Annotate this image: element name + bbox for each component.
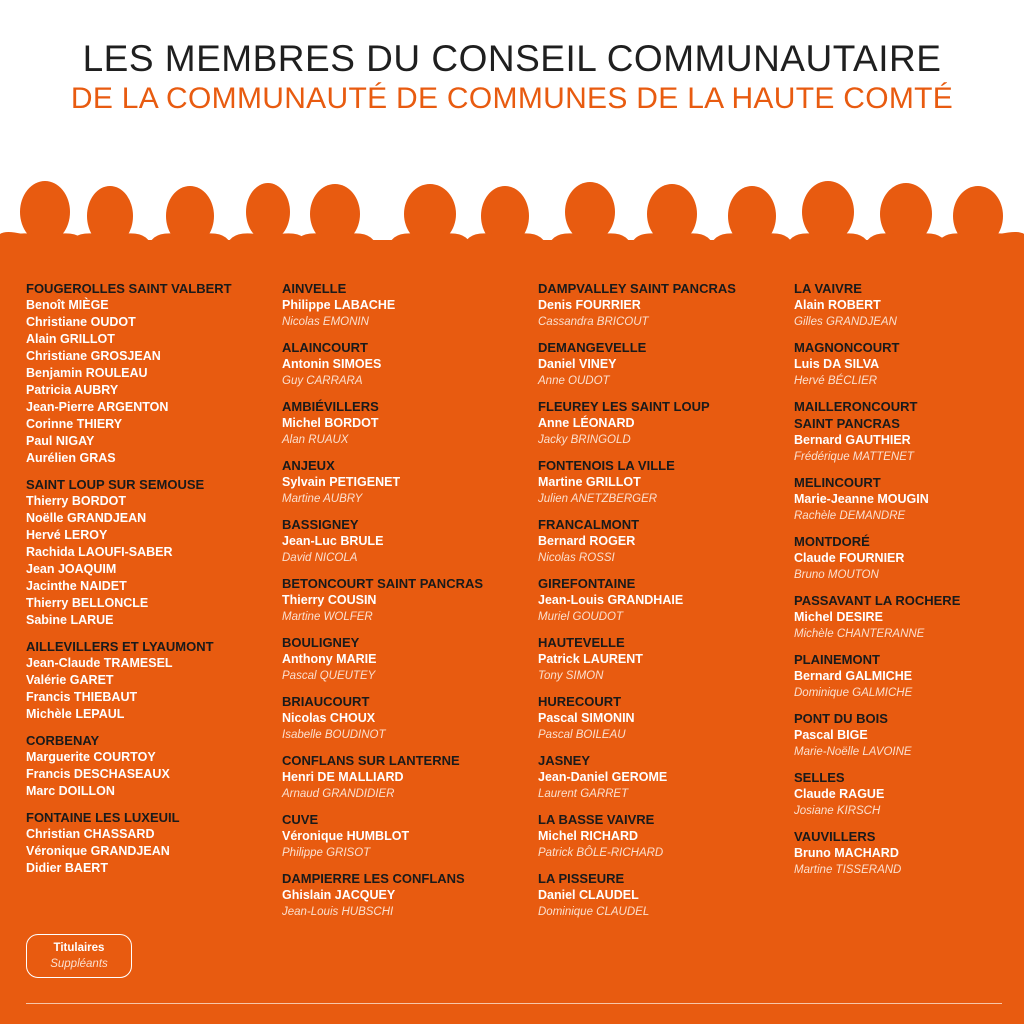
page-title: LES MEMBRES DU CONSEIL COMMUNAUTAIRE — [82, 38, 942, 79]
commune-group — [538, 516, 788, 566]
suppleant-name: Muriel GOUDOT — [538, 611, 623, 623]
commune-group — [794, 474, 1024, 524]
commune-group — [538, 811, 788, 861]
commune-group — [26, 638, 276, 723]
titulaire-name: Ghislain JACQUEY — [282, 888, 396, 902]
suppleant-name: Alan RUAUX — [282, 434, 349, 446]
suppleant-name: Rachèle DEMANDRE — [794, 510, 906, 522]
suppleant-name: Marie-Noëlle LAVOINE — [794, 746, 912, 758]
commune-name: FONTAINE LES LUXEUIL — [26, 810, 180, 825]
suppleant-name: Patrick BÔLE-RICHARD — [538, 847, 664, 859]
commune-name: FONTENOIS LA VILLE — [538, 458, 675, 473]
titulaire-name: Bernard GALMICHE — [794, 669, 913, 683]
titulaire-name: Noëlle GRANDJEAN — [26, 511, 147, 525]
commune-group — [794, 592, 1024, 642]
commune-group — [282, 752, 532, 802]
titulaire-name: Daniel VINEY — [538, 357, 617, 371]
suppleant-name: Pascal QUEUTEY — [282, 670, 376, 682]
suppleant-name: Martine AUBRY — [282, 493, 363, 505]
commune-name: CONFLANS SUR LANTERNE — [282, 753, 460, 768]
suppleant-name: Dominique CLAUDEL — [538, 906, 650, 918]
commune-name: VAUVILLERS — [794, 829, 876, 844]
column-4 — [794, 280, 1024, 887]
titulaire-name: Bernard ROGER — [538, 534, 636, 548]
commune-name: DAMPIERRE LES CONFLANS — [282, 871, 465, 886]
commune-name: FLEUREY LES SAINT LOUP — [538, 399, 710, 414]
page-subtitle: DE LA COMMUNAUTÉ DE COMMUNES DE LA HAUTE COMTÉ — [70, 82, 954, 115]
commune-group — [282, 575, 532, 625]
commune-name: MONTDORÉ — [794, 534, 870, 549]
titulaire-name: Claude RAGUE — [794, 787, 885, 801]
titulaire-name: Michèle LEPAUL — [26, 707, 125, 721]
titulaire-name: Valérie GARET — [26, 673, 114, 687]
titulaire-name: Didier BAERT — [26, 861, 108, 875]
titulaire-name: Marguerite COURTOY — [26, 750, 156, 764]
commune-name: GIREFONTAINE — [538, 576, 636, 591]
commune-group — [538, 634, 788, 684]
titulaire-name: Nicolas CHOUX — [282, 711, 376, 725]
titulaire-name: Jean-Luc BRULE — [282, 534, 384, 548]
suppleant-name: Arnaud GRANDIDIER — [282, 788, 395, 800]
commune-group — [282, 457, 532, 507]
commune-name: BETONCOURT SAINT PANCRAS — [282, 576, 484, 591]
commune-group — [794, 710, 1024, 760]
titulaire-name: Francis DESCHASEAUX — [26, 767, 170, 781]
suppleant-name: Josiane KIRSCH — [794, 805, 881, 817]
commune-name: SAINT PANCRAS — [794, 416, 900, 431]
commune-group — [794, 651, 1024, 701]
titulaire-name: Henri DE MALLIARD — [282, 770, 404, 784]
commune-name: CUVE — [282, 812, 319, 827]
commune-name: FOUGEROLLES SAINT VALBERT — [26, 281, 232, 296]
suppleant-name: Hervé BÉCLIER — [794, 375, 878, 387]
suppleant-name: Gilles GRANDJEAN — [794, 316, 897, 328]
titulaire-name: Benoît MIÈGE — [26, 298, 109, 312]
titulaire-name: Thierry BORDOT — [26, 494, 127, 508]
commune-name: MAILLERONCOURT — [794, 399, 918, 414]
commune-group — [26, 280, 276, 467]
commune-group — [794, 339, 1024, 389]
commune-name: AINVELLE — [282, 281, 347, 296]
commune-group — [794, 769, 1024, 819]
commune-name: BRIAUCOURT — [282, 694, 370, 709]
commune-group — [538, 575, 788, 625]
silhouettes-illustration — [0, 150, 1024, 250]
commune-name: MAGNONCOURT — [794, 340, 900, 355]
commune-name: AILLEVILLERS ET LYAUMONT — [26, 639, 214, 654]
suppleant-name: Laurent GARRET — [538, 788, 629, 800]
commune-name: PLAINEMONT — [794, 652, 880, 667]
suppleant-name: Isabelle BOUDINOT — [282, 729, 386, 741]
titulaire-name: Michel DESIRE — [794, 610, 883, 624]
suppleant-name: Martine TISSERAND — [794, 864, 902, 876]
titulaire-name: Jacinthe NAIDET — [26, 579, 127, 593]
titulaire-name: Thierry BELLONCLE — [26, 596, 149, 610]
head-silhouette — [246, 183, 290, 241]
commune-name: AMBIÉVILLERS — [282, 399, 379, 414]
commune-group — [282, 811, 532, 861]
titulaire-name: Alain ROBERT — [794, 298, 881, 312]
column-3 — [538, 280, 788, 929]
suppleant-name: Nicolas EMONIN — [282, 316, 369, 328]
titulaire-name: Rachida LAOUFI-SABER — [26, 545, 173, 559]
titulaire-name: Daniel CLAUDEL — [538, 888, 639, 902]
commune-name: ANJEUX — [282, 458, 335, 473]
commune-name: DEMANGEVELLE — [538, 340, 647, 355]
commune-group — [794, 533, 1024, 583]
suppleant-name: Anne OUDOT — [538, 375, 610, 387]
commune-name: CORBENAY — [26, 733, 100, 748]
suppleant-name: Dominique GALMICHE — [794, 687, 913, 699]
commune-name: MELINCOURT — [794, 475, 881, 490]
commune-name: ALAINCOURT — [282, 340, 368, 355]
titulaire-name: Jean-Pierre ARGENTON — [26, 400, 169, 414]
suppleant-name: Guy CARRARA — [282, 375, 363, 387]
suppleant-name: Jacky BRINGOLD — [538, 434, 631, 446]
suppleant-name: Nicolas ROSSI — [538, 552, 615, 564]
titulaire-name: Thierry COUSIN — [282, 593, 377, 607]
commune-name: SELLES — [794, 770, 845, 785]
commune-group — [538, 870, 788, 920]
commune-group — [794, 828, 1024, 878]
titulaire-name: Bernard GAUTHIER — [794, 433, 911, 447]
commune-group — [282, 339, 532, 389]
legend-suppleants: Suppléants — [50, 958, 108, 970]
commune-name: HURECOURT — [538, 694, 622, 709]
commune-group — [538, 693, 788, 743]
titulaire-name: Jean JOAQUIM — [26, 562, 117, 576]
titulaire-name: Francis THIEBAUT — [26, 690, 138, 704]
commune-name: HAUTEVELLE — [538, 635, 625, 650]
commune-name: SAINT LOUP SUR SEMOUSE — [26, 477, 205, 492]
legend-titulaires: Titulaires — [53, 942, 105, 954]
column-1 — [26, 280, 276, 886]
titulaire-name: Hervé LEROY — [26, 528, 108, 542]
commune-name: LA BASSE VAIVRE — [538, 812, 655, 827]
titulaire-name: Marie-Jeanne MOUGIN — [794, 492, 929, 506]
titulaire-name: Christian CHASSARD — [26, 827, 155, 841]
legend — [26, 934, 132, 978]
commune-group — [282, 693, 532, 743]
suppleant-name: Jean-Louis HUBSCHI — [282, 906, 394, 918]
titulaire-name: Antonin SIMOES — [282, 357, 382, 371]
titulaire-name: Patrick LAURENT — [538, 652, 643, 666]
suppleant-name: Bruno MOUTON — [794, 569, 879, 581]
titulaire-name: Benjamin ROULEAU — [26, 366, 148, 380]
titulaire-name: Denis FOURRIER — [538, 298, 641, 312]
commune-group — [538, 457, 788, 507]
titulaire-name: Jean-Claude TRAMESEL — [26, 656, 173, 670]
titulaire-name: Jean-Louis GRANDHAIE — [538, 593, 684, 607]
commune-group — [26, 732, 276, 800]
commune-name: LA VAIVRE — [794, 281, 862, 296]
divider — [26, 1003, 1002, 1004]
commune-group — [282, 516, 532, 566]
commune-name: LA PISSEURE — [538, 871, 625, 886]
commune-group — [282, 634, 532, 684]
titulaire-name: Paul NIGAY — [26, 434, 95, 448]
commune-group — [794, 280, 1024, 330]
commune-group — [26, 809, 276, 877]
commune-name: DAMPVALLEY SAINT PANCRAS — [538, 281, 736, 296]
commune-group — [282, 398, 532, 448]
titulaire-name: Bruno MACHARD — [794, 846, 899, 860]
commune-group — [538, 752, 788, 802]
titulaire-name: Aurélien GRAS — [26, 451, 116, 465]
titulaire-name: Corinne THIERY — [26, 417, 123, 431]
head-silhouette — [565, 182, 615, 242]
titulaire-name: Sabine LARUE — [26, 613, 114, 627]
titulaire-name: Philippe LABACHE — [282, 298, 396, 312]
titulaire-name: Véronique GRANDJEAN — [26, 844, 170, 858]
commune-name: BASSIGNEY — [282, 517, 359, 532]
commune-group — [794, 398, 1024, 465]
titulaire-name: Luis DA SILVA — [794, 357, 880, 371]
commune-group — [282, 280, 532, 330]
commune-name: PONT DU BOIS — [794, 711, 888, 726]
suppleant-name: Martine WOLFER — [282, 611, 373, 623]
commune-name: JASNEY — [538, 753, 591, 768]
suppleant-name: Pascal BOILEAU — [538, 729, 626, 741]
titulaire-name: Martine GRILLOT — [538, 475, 641, 489]
titulaire-name: Christiane GROSJEAN — [26, 349, 161, 363]
suppleant-name: Julien ANETZBERGER — [538, 493, 658, 505]
suppleant-name: Tony SIMON — [538, 670, 604, 682]
commune-name: FRANCALMONT — [538, 517, 640, 532]
titulaire-name: Jean-Daniel GEROME — [538, 770, 668, 784]
titulaire-name: Anne LÉONARD — [538, 416, 635, 430]
titulaire-name: Anthony MARIE — [282, 652, 377, 666]
titulaire-name: Patricia AUBRY — [26, 383, 119, 397]
titulaire-name: Véronique HUMBLOT — [282, 829, 410, 843]
suppleant-name: Michèle CHANTERANNE — [794, 628, 925, 640]
titulaire-name: Michel BORDOT — [282, 416, 379, 430]
titulaire-name: Michel RICHARD — [538, 829, 639, 843]
commune-name: PASSAVANT LA ROCHERE — [794, 593, 961, 608]
suppleant-name: Cassandra BRICOUT — [538, 316, 649, 328]
titulaire-name: Christiane OUDOT — [26, 315, 136, 329]
suppleant-name: Philippe GRISOT — [282, 847, 371, 859]
titulaire-name: Alain GRILLOT — [26, 332, 115, 346]
commune-group — [282, 870, 532, 920]
suppleant-name: Frédérique MATTENET — [794, 451, 914, 463]
commune-group — [538, 339, 788, 389]
titulaire-name: Pascal BIGE — [794, 728, 868, 742]
commune-name: BOULIGNEY — [282, 635, 360, 650]
titulaire-name: Marc DOILLON — [26, 784, 115, 798]
titulaire-name: Claude FOURNIER — [794, 551, 905, 565]
titulaire-name: Pascal SIMONIN — [538, 711, 635, 725]
column-2 — [282, 280, 532, 929]
commune-group — [538, 398, 788, 448]
commune-group — [26, 476, 276, 629]
commune-group — [538, 280, 788, 330]
suppleant-name: David NICOLA — [282, 552, 358, 564]
titulaire-name: Sylvain PETIGENET — [282, 475, 401, 489]
